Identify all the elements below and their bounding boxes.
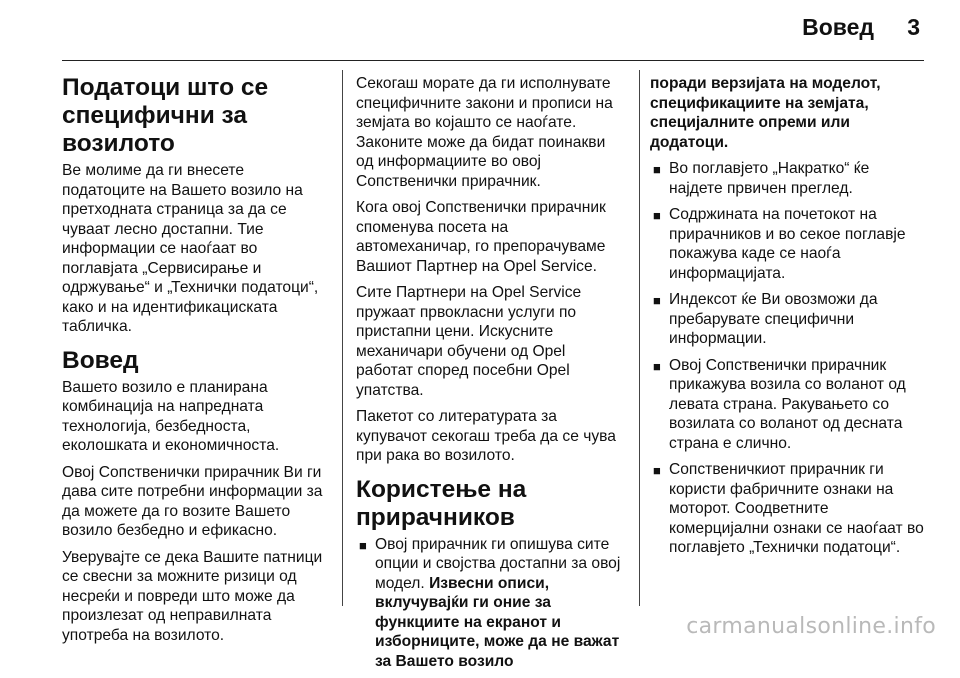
bullet-list (650, 159, 925, 558)
header-divider (62, 60, 924, 61)
list-item-text: Сопственичкиот прирачник ги користи фабричните ознаки на моторот. Соодветните комерцијални ознаки се наоѓаат во поглавјето „Технички податоци“. (669, 461, 924, 556)
paragraph: Уверувајте се дека Вашите патници се свесни за можните ризици од несреќи и повреди што може да произлезат од неправилната употреба на возилото. (62, 548, 323, 644)
paragraph: Овој Сопственички прирачник Ви ги дава сите потребни информации за да можете да го возите Вашето возило безбедно и ефикасно. (62, 463, 323, 539)
bullet-icon: ■ (653, 208, 661, 223)
page-header (0, 0, 960, 60)
list-item-text: Содржината на почетокот на прирачников и во секое поглавје покажува каде се наоѓа информацијата. (669, 206, 906, 282)
paragraph: Вашето возило е планирана комбинација на напредната технологија, безбедноста, еколошката и економичноста. (62, 378, 280, 454)
list-item (650, 159, 925, 198)
list-item (650, 290, 925, 349)
heading-introduction: Вовед (62, 346, 139, 374)
paragraph: Пакетот со литературата за купувачот секогаш треба да се чува при рака во возилото. (356, 408, 616, 464)
list-item-text: Овој прирачник ги опишува сите опции и својства достапни за овој модел. (375, 535, 621, 592)
heading-using-manual: Користење на прирачников (356, 475, 527, 531)
paragraph: Ве молиме да ги внесете податоците на Вашето возило на претходната страница за да се чуваат лесно достапни. Тие информации се наоѓаат во поглавјата „Сервисирање и одржување“ и „Технички податоци“, како и на идентификациската табличка. (62, 162, 319, 335)
section-title: Вовед (802, 14, 874, 40)
column-2 (356, 74, 624, 678)
bold-continuation: поради верзијата на моделот, спецификациите на земјата, специјалните опреми или додатоци. (650, 75, 881, 151)
heading-vehicle-data: Податоци што се специфични за возилото (62, 74, 269, 157)
bullet-icon: ■ (653, 463, 661, 478)
list-item-bold-text: Извесни описи, вклучувајќи ги оние за функциите на екранот и изборниците, може да не важат за Вашето возило (375, 574, 620, 670)
paragraph: Кога овој Сопственички прирачник споменува посета на автомеханичар, го препорачуваме Вашиот Партнер на Opel Service. (356, 199, 606, 275)
list-item (650, 356, 925, 454)
bullet-icon: ■ (653, 358, 661, 374)
bullet-icon: ■ (359, 537, 367, 553)
list-item-text: Овој Сопственички прирачник прикажува возила со воланот од левата страна. Ракувањето со возилата со воланот од десната страна е слично. (669, 356, 906, 452)
list-item-text: Во поглавјето „Накратко“ ќе најдете првичен преглед. (669, 160, 870, 197)
list-item (650, 460, 925, 558)
page-number: 3 (907, 14, 920, 40)
list-item-text: Индексот ќе Ви овозможи да пребарувате специфични информации. (669, 291, 878, 347)
paragraph: Секогаш морате да ги исполнувате специфичните закони и прописи на земјата во којашто се наоѓате. Законите може да бидат поинакви од информациите во овој Сопственички прирачник. (356, 75, 613, 190)
bullet-list (356, 535, 624, 672)
column-divider-2 (639, 70, 640, 606)
list-item (650, 205, 925, 283)
list-item (356, 535, 624, 672)
bullet-icon: ■ (653, 162, 661, 177)
watermark-text: carmanualsonline.info (686, 614, 936, 639)
column-3 (650, 74, 925, 565)
column-divider-1 (342, 70, 343, 606)
paragraph: Сите Партнери на Opel Service пружаат првокласни услуги по пристапни цени. Искусните механичари обучени од Opel работат според посебни Opel упатства. (356, 284, 582, 399)
bullet-icon: ■ (653, 293, 661, 308)
column-1 (62, 74, 330, 652)
